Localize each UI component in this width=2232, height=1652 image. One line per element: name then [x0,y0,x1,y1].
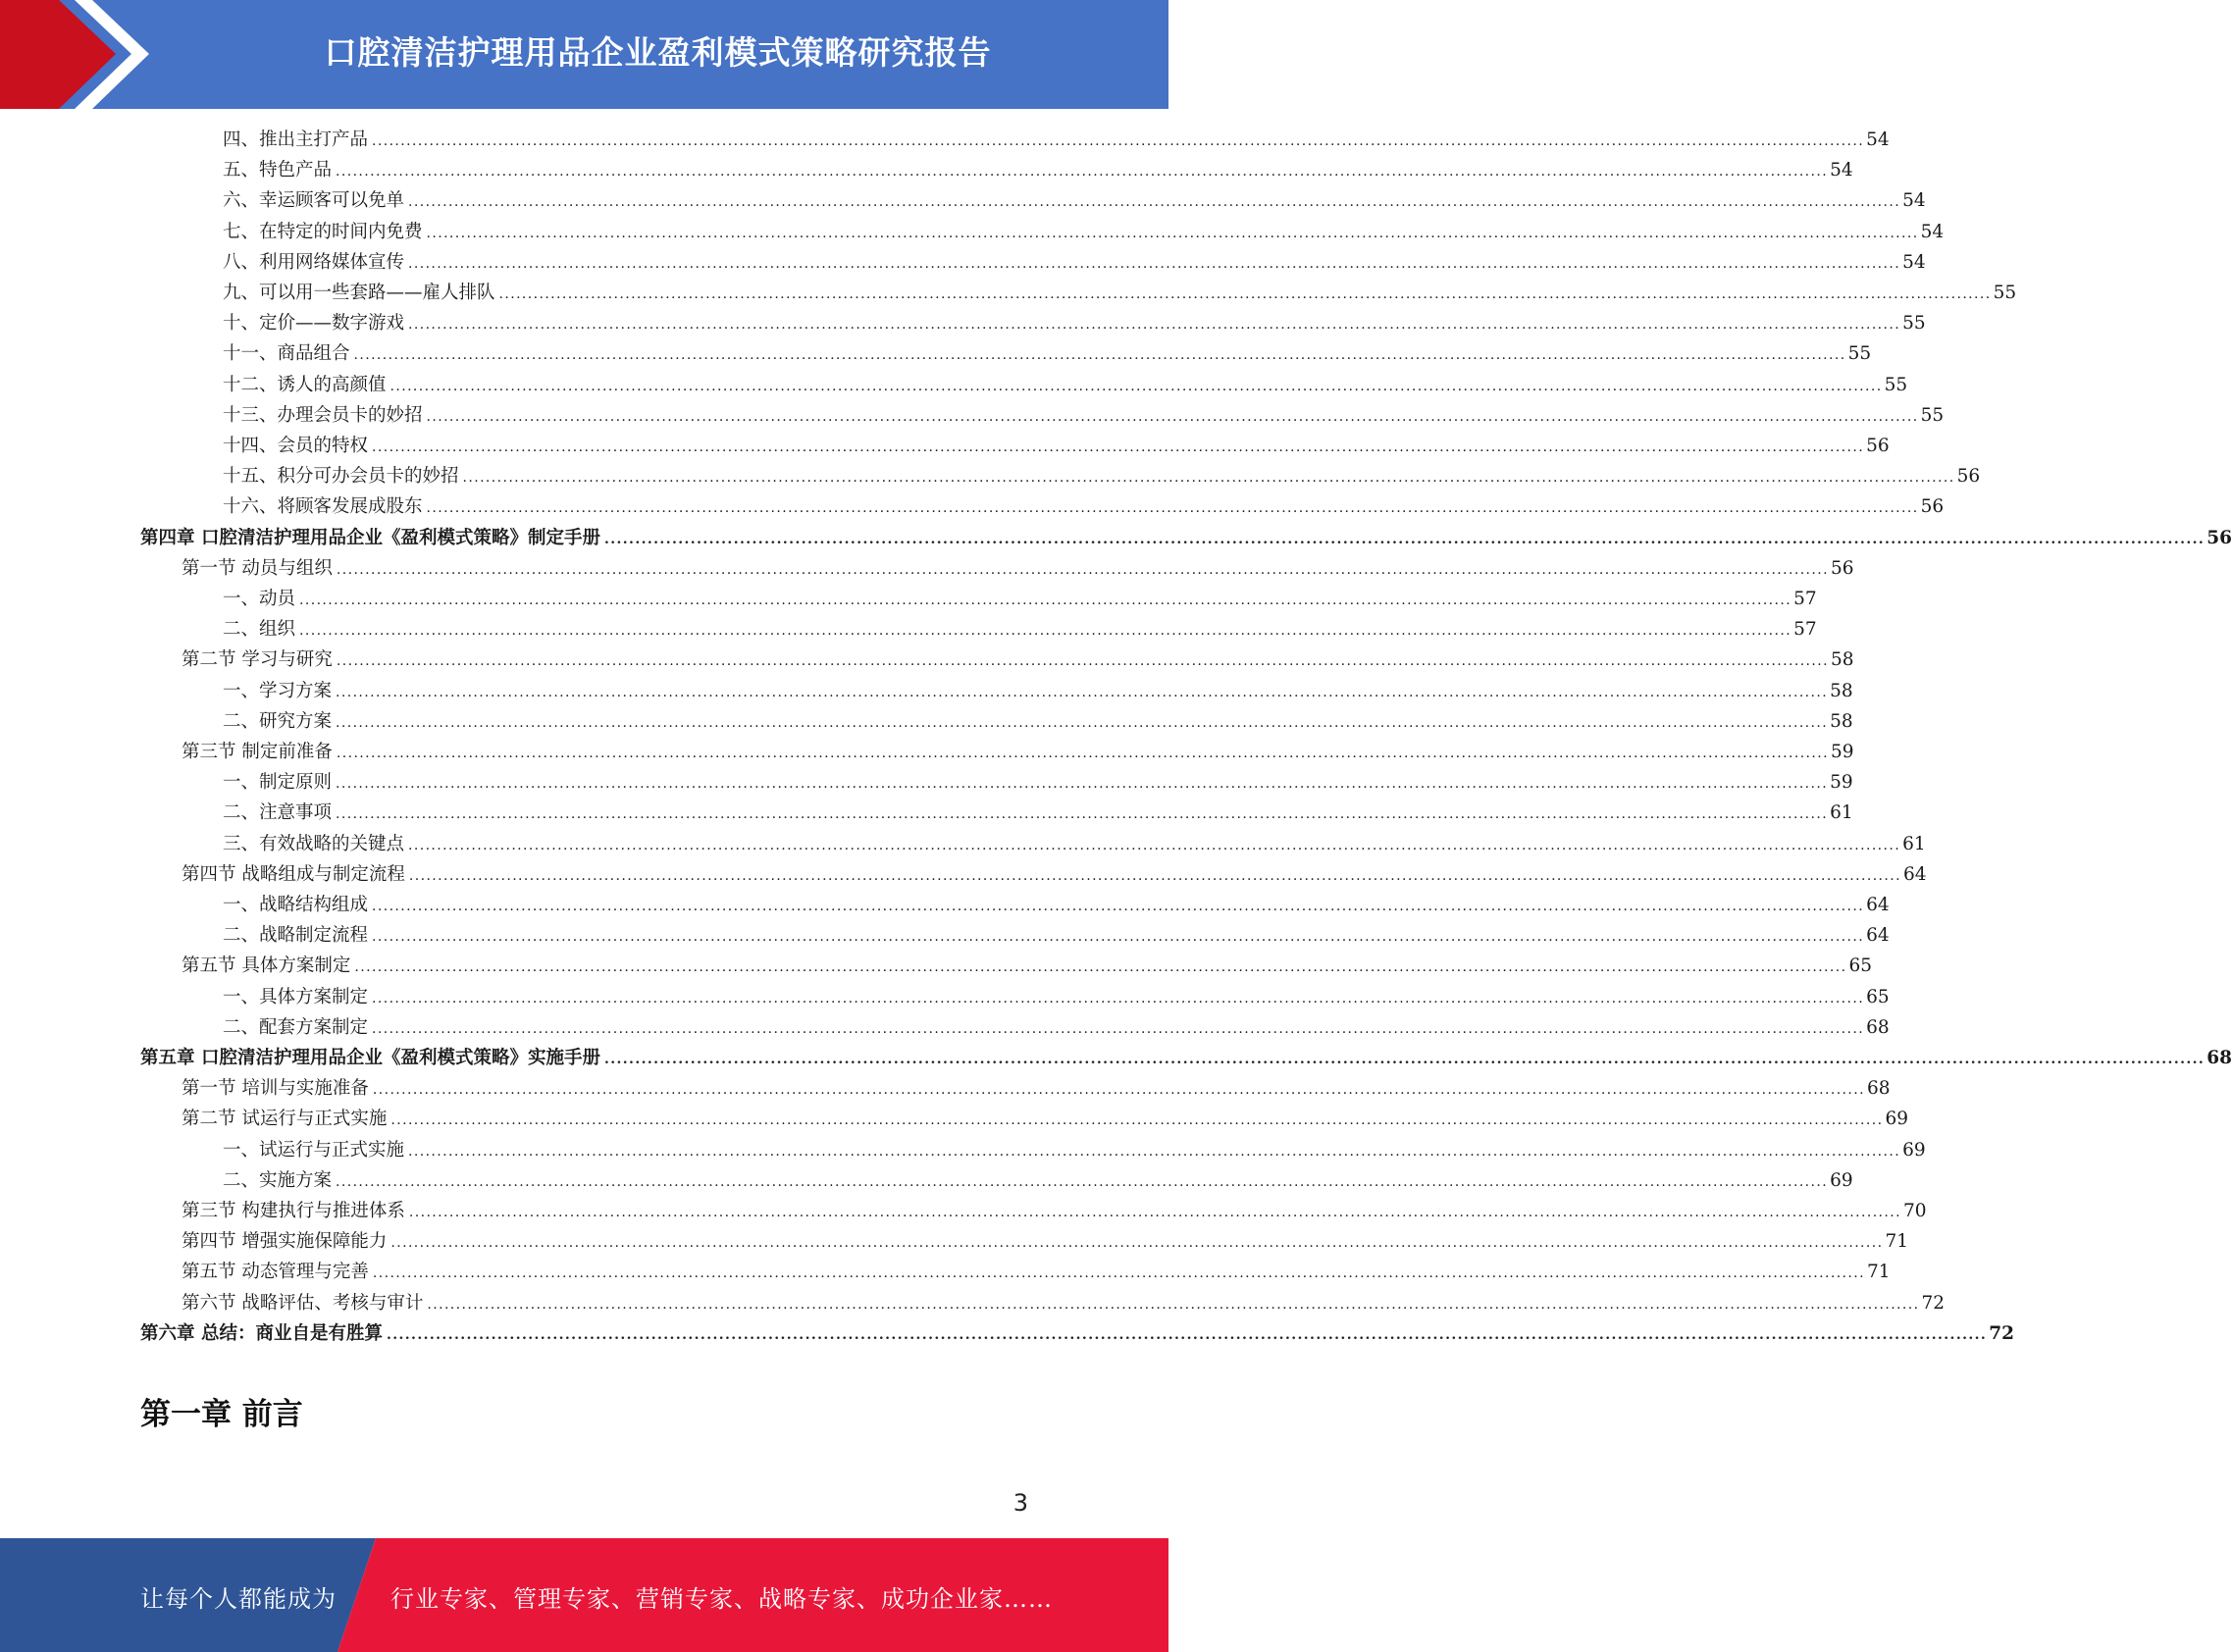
toc-entry-page: 70 [1902,1201,1927,1221]
toc-leader-dots: .................................................................................................................................................................................................................................................................... [336,776,1829,793]
toc-leader-dots: .................................................................................................................................................................................................................................................................... [426,500,1919,517]
toc-entry-page: 64 [1866,925,1890,947]
toc-leader-dots: .................................................................................................................................................................................................................................................................... [372,439,1865,455]
toc-entry-page: 54 [1920,221,1945,242]
toc-entry-page: 55 [1920,404,1945,426]
toc-item-entry[interactable] [223,308,1926,338]
toc-entry-label: 七、在特定的时间内免费 [223,221,423,242]
toc-entry-page: 57 [1793,619,1817,641]
toc-item-entry[interactable] [223,676,1853,706]
toc-item-entry[interactable] [223,920,1890,951]
toc-entry-page: 65 [1848,955,1872,977]
toc-leader-dots: .................................................................................................................................................................................................................................................................... [603,531,2206,547]
toc-section-entry[interactable] [182,737,1854,767]
toc-entry-label: 十、定价——数字游戏 [223,313,405,335]
toc-entry-page: 72 [1989,1322,2014,1344]
toc-item-entry[interactable] [223,400,1945,431]
toc-chapter-entry[interactable] [140,1318,2014,1349]
toc-leader-dots: .................................................................................................................................................................................................................................................................... [408,1143,1901,1160]
toc-entry-label: 第四节 战略组成与制定流程 [182,863,405,885]
toc-leader-dots: .................................................................................................................................................................................................................................................................... [336,1173,1829,1190]
chapter-heading: 第一章 前言 [140,1397,303,1432]
toc-entry-page: 58 [1830,649,1854,671]
toc-item-entry[interactable] [223,185,1926,216]
toc-entry-label: 十三、办理会员卡的妙招 [223,404,423,426]
toc-entry-page: 55 [1993,283,2017,303]
toc-leader-dots: .................................................................................................................................................................................................................................................................... [336,806,1829,823]
toc-entry-label: 八、利用网络媒体宣传 [223,251,405,273]
toc-entry-label: 五、特色产品 [223,160,333,181]
toc-entry-page: 72 [1921,1292,1945,1314]
toc-entry-page: 55 [1884,374,1908,395]
toc-entry-page: 64 [1866,895,1890,915]
toc-section-entry[interactable] [182,859,1927,890]
toc-leader-dots: .................................................................................................................................................................................................................................................................... [372,133,1865,149]
toc-leader-dots: .................................................................................................................................................................................................................................................................... [408,867,1901,884]
toc-item-entry[interactable] [223,217,1945,247]
toc-entry-label: 二、配套方案制定 [223,1016,369,1038]
toc-entry-label: 二、战略制定流程 [223,925,369,947]
toc-entry-page: 56 [1830,557,1854,579]
toc-leader-dots: .................................................................................................................................................................................................................................................................... [408,1205,1901,1220]
toc-entry-label: 一、学习方案 [223,680,333,701]
toc-entry-page: 61 [1830,802,1853,824]
toc-item-entry[interactable] [223,431,1890,461]
toc-entry-label: 十一、商品组合 [223,343,350,365]
toc-section-entry[interactable] [182,1226,1908,1257]
toc-item-entry[interactable] [223,584,1817,614]
toc-item-entry[interactable] [223,155,1853,185]
toc-item-entry[interactable] [223,767,1853,798]
toc-item-entry[interactable] [223,247,1926,278]
toc-chapter-entry[interactable] [140,1043,2232,1073]
toc-entry-label: 第二节 学习与研究 [182,649,333,671]
toc-entry-page: 59 [1830,742,1854,762]
toc-entry-page: 69 [1902,1139,1926,1161]
toc-leader-dots: .................................................................................................................................................................................................................................................................... [336,684,1829,700]
toc-item-entry[interactable] [223,1165,1853,1196]
toc-item-entry[interactable] [223,278,2017,308]
toc-entry-page: 54 [1902,251,1926,273]
toc-leader-dots: .................................................................................................................................................................................................................................................................... [336,714,1829,731]
toc-entry-page: 56 [1920,496,1945,518]
toc-entry-page: 55 [1847,343,1872,365]
toc-entry-label: 第一节 动员与组织 [182,557,333,579]
toc-leader-dots: .................................................................................................................................................................................................................................................................... [336,653,1829,670]
toc-entry-label: 十五、积分可办会员卡的妙招 [223,466,459,488]
toc-entry-label: 二、实施方案 [223,1169,333,1191]
toc-leader-dots: .................................................................................................................................................................................................................................................................... [336,164,1829,181]
toc-item-entry[interactable] [223,798,1853,828]
toc-item-entry[interactable] [223,982,1890,1012]
toc-entry-label: 六、幸运顾客可以免单 [223,190,405,212]
toc-section-entry[interactable] [182,645,1854,675]
toc-leader-dots: .................................................................................................................................................................................................................................................................... [372,1265,1865,1282]
toc-entry-page: 57 [1793,589,1817,609]
toc-item-entry[interactable] [223,461,1981,491]
document-title: 口腔清洁护理用品企业盈利模式策略研究报告 [324,33,992,72]
toc-entry-page: 58 [1830,710,1853,732]
toc-section-entry[interactable] [182,1257,1891,1287]
toc-item-entry[interactable] [223,1135,1926,1165]
toc-entry-label: 一、战略结构组成 [223,895,369,915]
toc-leader-dots: .................................................................................................................................................................................................................................................................... [336,561,1829,578]
toc-entry-page: 59 [1830,772,1853,794]
toc-entry-label: 第六节 战略评估、考核与审计 [182,1292,424,1314]
toc-entry-label: 一、试运行与正式实施 [223,1139,405,1161]
toc-entry-label: 四、推出主打产品 [223,129,369,150]
toc-section-entry[interactable] [182,1104,1908,1134]
toc-item-entry[interactable] [223,338,1872,369]
toc-leader-dots: .................................................................................................................................................................................................................................................................... [426,408,1919,425]
toc-leader-dots: .................................................................................................................................................................................................................................................................... [372,1020,1865,1037]
toc-section-entry[interactable] [182,1288,1945,1318]
toc-section-entry[interactable] [182,553,1854,584]
footer-slogan-left: 让每个人都能成为 [140,1585,337,1613]
toc-leader-dots: .................................................................................................................................................................................................................................................................... [299,623,1792,640]
toc-leader-dots: .................................................................................................................................................................................................................................................................... [372,990,1865,1007]
toc-entry-label: 第五节 动态管理与完善 [182,1262,369,1283]
page-footer [0,1538,1168,1652]
toc-entry-label: 第一节 培训与实施准备 [182,1078,369,1100]
toc-entry-page: 64 [1902,863,1927,885]
toc-entry-label: 第四节 增强实施保障能力 [182,1231,388,1253]
toc-entry-label: 二、研究方案 [223,710,333,732]
toc-entry-label: 第三节 制定前准备 [182,742,333,762]
toc-entry-page: 69 [1885,1109,1908,1130]
toc-chapter-entry[interactable] [140,523,2232,553]
toc-entry-page: 68 [1866,1016,1890,1038]
toc-item-entry[interactable] [223,125,1890,155]
toc-leader-dots: .................................................................................................................................................................................................................................................................... [408,194,1901,211]
toc-leader-dots: .................................................................................................................................................................................................................................................................... [386,1326,1988,1343]
toc-entry-page: 71 [1885,1231,1908,1253]
toc-leader-dots: .................................................................................................................................................................................................................................................................... [390,1235,1884,1252]
toc-entry-label: 第五节 具体方案制定 [182,955,351,977]
toc-entry-page: 54 [1830,160,1853,181]
toc-leader-dots: .................................................................................................................................................................................................................................................................... [498,286,1992,302]
toc-leader-dots: .................................................................................................................................................................................................................................................................... [408,837,1901,853]
toc-section-entry[interactable] [182,1073,1891,1104]
toc-leader-dots: .................................................................................................................................................................................................................................................................... [408,317,1901,334]
toc-item-entry[interactable] [223,829,1926,859]
footer-slogan-right: 行业专家、管理专家、营销专家、战略专家、成功企业家…… [390,1585,1053,1613]
toc-section-entry[interactable] [182,951,1872,981]
toc-entry-page: 56 [1866,436,1890,456]
toc-item-entry[interactable] [223,1012,1890,1043]
toc-entry-page: 55 [1902,313,1926,335]
page-header [0,0,1168,109]
toc-item-entry[interactable] [223,491,1945,522]
toc-entry-page: 65 [1866,986,1890,1007]
toc-entry-page: 54 [1902,190,1926,212]
toc-leader-dots: .................................................................................................................................................................................................................................................................... [372,1082,1865,1099]
toc-leader-dots: .................................................................................................................................................................................................................................................................... [408,255,1901,272]
toc-entry-label: 第六章 总结：商业自是有胜算 [140,1322,383,1344]
toc-entry-label: 二、注意事项 [223,802,333,824]
page-number: 3 [1012,1489,1028,1517]
toc-entry-label: 一、动员 [223,589,296,609]
toc-leader-dots: .................................................................................................................................................................................................................................................................... [389,378,1883,394]
toc-leader-dots: .................................................................................................................................................................................................................................................................... [299,593,1792,608]
toc-leader-dots: .................................................................................................................................................................................................................................................................... [462,470,1955,487]
toc-entry-page: 61 [1902,833,1926,854]
toc-entry-page: 68 [1866,1078,1891,1100]
toc-entry-label: 九、可以用一些套路——雇人排队 [223,283,495,303]
toc-entry-page: 69 [1830,1169,1853,1191]
toc-entry-page: 71 [1866,1262,1891,1283]
toc-entry-label: 一、制定原则 [223,772,333,794]
toc-entry-label: 第三节 构建执行与推进体系 [182,1201,405,1221]
toc-entry-page: 58 [1830,680,1853,701]
toc-entry-label: 第二节 试运行与正式实施 [182,1109,388,1130]
toc-leader-dots: .................................................................................................................................................................................................................................................................... [426,225,1919,241]
toc-entry-label: 十四、会员的特权 [223,436,369,456]
toc-entry-page: 56 [2206,527,2232,548]
toc-entry-label: 十六、将顾客发展成股东 [223,496,423,518]
toc-item-entry[interactable] [223,614,1817,645]
toc-entry-label: 第四章 口腔清洁护理用品企业《盈利模式策略》制定手册 [140,527,600,548]
toc-entry-label: 一、具体方案制定 [223,986,369,1007]
toc-leader-dots: .................................................................................................................................................................................................................................................................... [336,746,1829,761]
toc-leader-dots: .................................................................................................................................................................................................................................................................... [354,959,1847,976]
toc-item-entry[interactable] [223,370,1908,400]
toc-item-entry[interactable] [223,890,1890,920]
toc-leader-dots: .................................................................................................................................................................................................................................................................... [372,899,1865,914]
toc-entry-page: 68 [2206,1048,2232,1068]
toc-entry-page: 54 [1866,129,1890,150]
toc-entry-label: 第五章 口腔清洁护理用品企业《盈利模式策略》实施手册 [140,1048,600,1068]
toc-entry-label: 二、组织 [223,619,296,641]
toc-leader-dots: .................................................................................................................................................................................................................................................................... [603,1052,2206,1067]
toc-entry-label: 十二、诱人的高颜值 [223,374,387,395]
toc-entry-label: 三、有效战略的关键点 [223,833,405,854]
toc-item-entry[interactable] [223,706,1853,737]
toc-section-entry[interactable] [182,1196,1927,1226]
toc-leader-dots: .................................................................................................................................................................................................................................................................... [372,929,1865,946]
toc-leader-dots: .................................................................................................................................................................................................................................................................... [353,347,1846,364]
toc-leader-dots: .................................................................................................................................................................................................................................................................... [390,1112,1884,1129]
toc-entry-page: 56 [1956,466,1981,488]
toc-leader-dots: .................................................................................................................................................................................................................................................................... [427,1296,1920,1313]
